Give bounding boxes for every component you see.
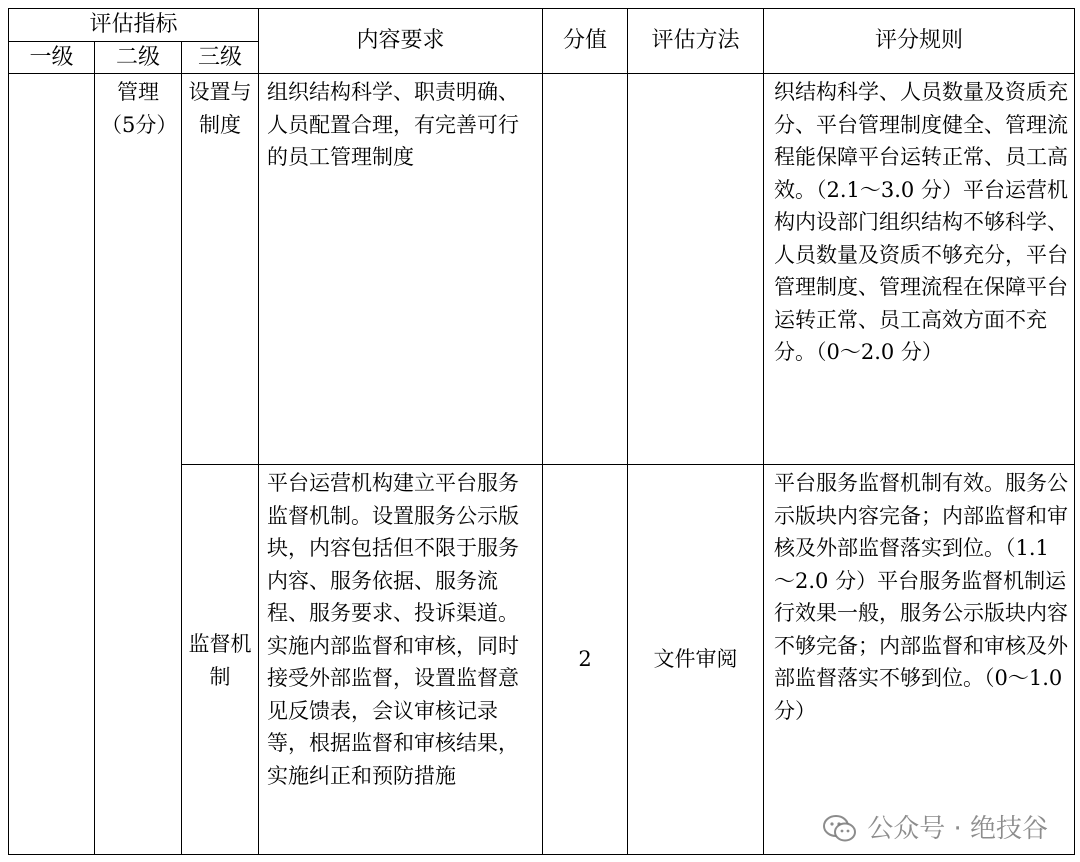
rules-text: 平台服务监督机制有效。服务公示版块内容完备；内部监督和审核及外部监督落实到位。（1.1～2.0 分）平台服务监督机制运行效果一般，服务公示版块内容不够完备；内部监督和审核及外部监督落实不够到位。（0～1.0 分） <box>774 471 1068 723</box>
content-cell <box>259 74 543 465</box>
header-evaluation-method: 评估方法 <box>628 9 764 74</box>
rules-text: 织结构科学、人员数量及资质充分、平台管理制度健全、管理流程能保障平台运转正常、员工高效。（2.1～3.0 分）平台运营机构内设部门组织结构不够科学、人员数量及资质不够充分，平台管理制度、管理流程在保障平台运转正常、员工高效方面不充分。（0～2.0 分） <box>774 80 1068 364</box>
table-row <box>9 74 1075 465</box>
score-cell <box>543 74 628 465</box>
level3-cell <box>182 74 259 465</box>
level3-text: 设置与制度 <box>188 80 252 137</box>
content-text: 平台运营机构建立平台服务监督机制。设置服务公示版块，内容包括但不限于服务内容、服务依据、服务流程、服务要求、投诉渠道。实施内部监督和审核，同时接受外部监督，设置监督意见反馈表，会议审核记录等，根据监督和审核结果，实施纠正和预防措施 <box>267 471 519 788</box>
header-level1: 一级 <box>9 42 95 74</box>
header-evaluation-indicators: 评估指标 <box>9 9 259 42</box>
header-scoring-rules: 评分规则 <box>764 9 1075 74</box>
method-cell <box>628 74 764 465</box>
evaluation-table <box>8 8 1075 855</box>
header-level2: 二级 <box>95 42 182 74</box>
method-cell: 文件审阅 <box>628 465 764 855</box>
level2-cell <box>95 74 182 855</box>
header-content-requirements: 内容要求 <box>259 9 543 74</box>
content-cell <box>259 465 543 855</box>
header-level3: 三级 <box>182 42 259 74</box>
header-row-top <box>9 9 1075 42</box>
score-cell: 2 <box>543 465 628 855</box>
rules-cell <box>764 74 1075 465</box>
watermark-text: 公众号 · 绝技谷 <box>867 814 1048 844</box>
level3-text: 监督机制 <box>188 632 252 689</box>
level2-text: 管理（5分） <box>101 80 178 137</box>
rules-cell <box>764 465 1075 855</box>
level3-cell <box>182 465 259 855</box>
header-score: 分值 <box>543 9 628 74</box>
content-text: 组织结构科学、职责明确、人员配置合理，有完善可行的员工管理制度 <box>267 80 519 169</box>
level1-cell <box>9 74 95 855</box>
